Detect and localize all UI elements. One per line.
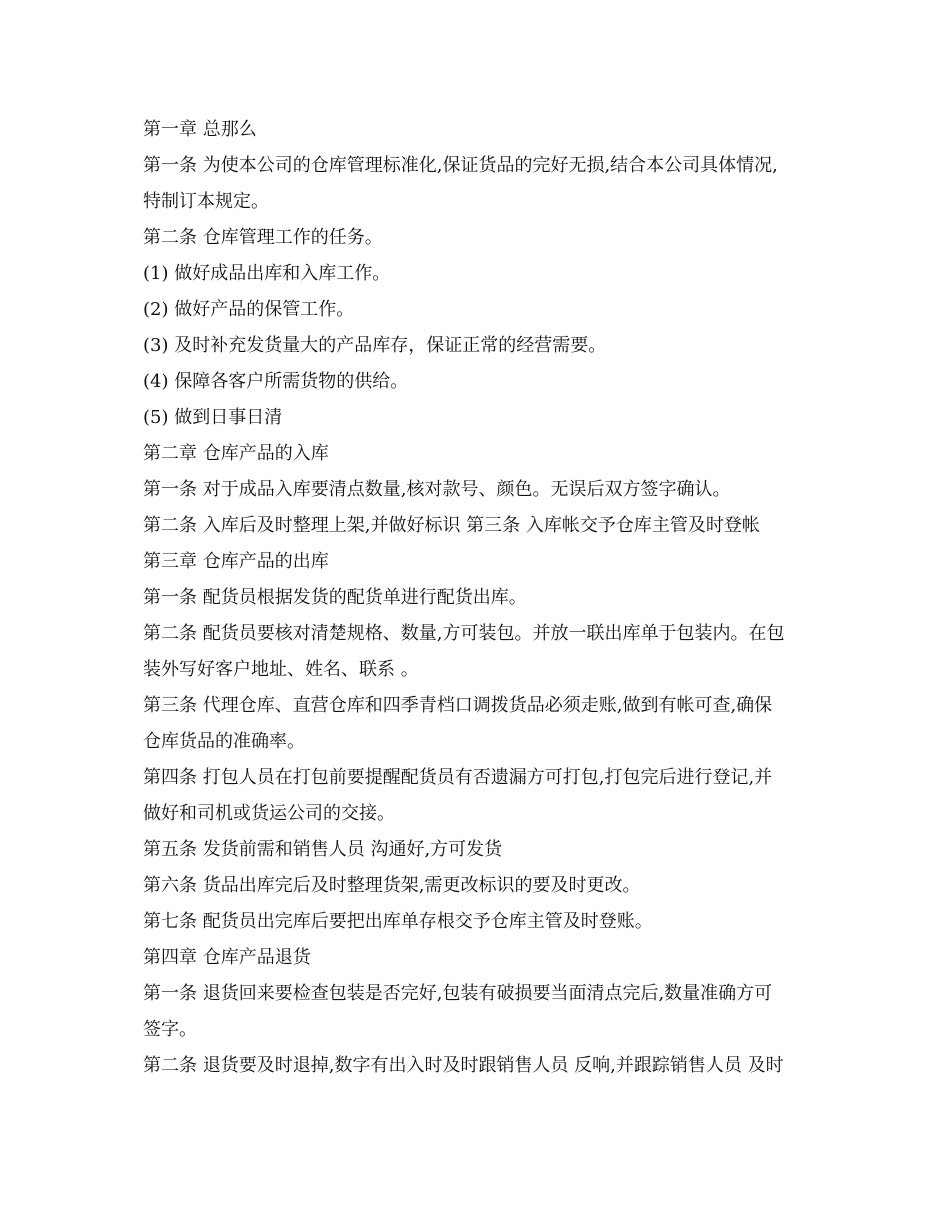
paragraph-line: 签字。 [143, 1019, 197, 1040]
list-item: (3) 及时补充发货量大的产品库存，保证正常的经营需要。 [143, 335, 607, 356]
chapter-3-heading: 第三章 仓库产品的出库 [143, 551, 329, 572]
paragraph-line: 装外写好客户地址、姓名、联系 。 [143, 659, 419, 680]
paragraph-line: 特制订本规定。 [143, 191, 269, 212]
list-item: (4) 保障各客户所需货物的供给。 [143, 371, 409, 392]
paragraph-line: 第二条 退货要及时退掉,数字有出入时及时跟销售人员 反响,并跟踪销售人员 及时 [143, 1055, 784, 1076]
paragraph-line: 第六条 货品出库完后及时整理货架,需更改标识的要及时更改。 [143, 875, 641, 896]
paragraph-line: 第一条 退货回来要检查包装是否完好,包装有破损要当面清点完后,数量准确方可 [143, 983, 773, 1004]
paragraph-line: 第一条 为使本公司的仓库管理标准化,保证货品的完好无损,结合本公司具体情况, [143, 155, 778, 176]
paragraph-line: 做好和司机或货运公司的交接。 [143, 803, 395, 824]
paragraph-line: 第四条 打包人员在打包前要提醒配货员有否遗漏方可打包,打包完后进行登记,并 [143, 767, 773, 788]
paragraph-line: 第一条 对于成品入库要清点数量,核对款号、颜色。无误后双方签字确认。 [143, 479, 731, 500]
list-item: (5) 做到日事日清 [143, 407, 283, 428]
list-item: (2) 做好产品的保管工作。 [143, 299, 355, 320]
paragraph-line: 第七条 配货员出完库后要把出库单存根交予仓库主管及时登账。 [143, 911, 653, 932]
paragraph-line: 第二条 仓库管理工作的任务。 [143, 227, 383, 248]
paragraph-line: 仓库货品的准确率。 [143, 731, 305, 752]
list-item: (1) 做好成品出库和入库工作。 [143, 263, 391, 284]
chapter-2-heading: 第二章 仓库产品的入库 [143, 443, 329, 464]
chapter-4-heading: 第四章 仓库产品退货 [143, 947, 311, 968]
chapter-1-heading: 第一章 总那么 [143, 119, 257, 140]
paragraph-line: 第二条 入库后及时整理上架,并做好标识 第三条 入库帐交予仓库主管及时登帐 [143, 515, 760, 536]
paragraph-line: 第二条 配货员要核对清楚规格、数量,方可装包。并放一联出库单于包装内。在包 [143, 623, 785, 644]
paragraph-line: 第一条 配货员根据发货的配货单进行配货出库。 [143, 587, 527, 608]
paragraph-line: 第三条 代理仓库、直营仓库和四季青档口调拨货品必须走账,做到有帐可查,确保 [143, 695, 773, 716]
paragraph-line: 第五条 发货前需和销售人员 沟通好,方可发货 [143, 839, 503, 860]
